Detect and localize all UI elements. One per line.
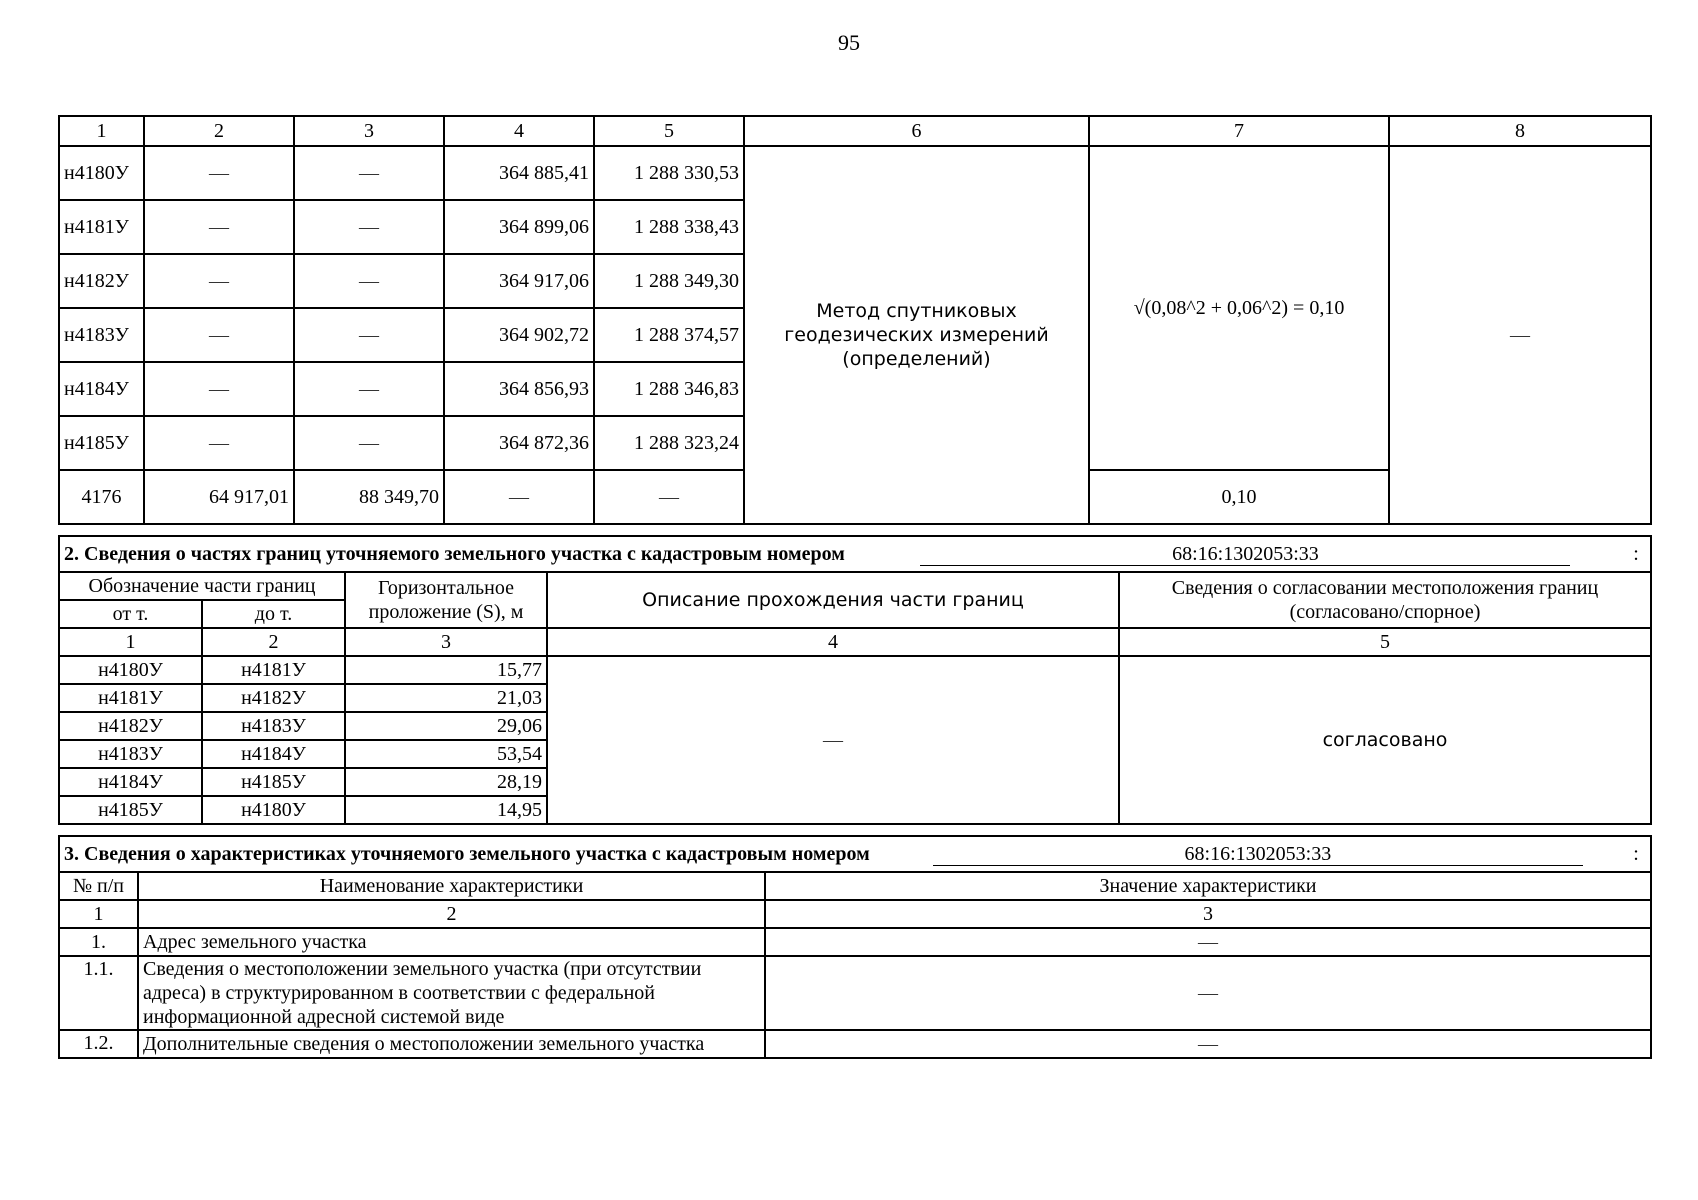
section2-title-row [59, 536, 1651, 572]
old-x: — [144, 254, 294, 308]
new-x: 364 885,41 [444, 146, 594, 200]
col-header: 2 [144, 116, 294, 146]
table-row [59, 956, 1651, 1030]
to-point: н4183У [202, 712, 345, 740]
section3-cadastral-number: 68:16:1302053:33 [933, 843, 1583, 866]
new-x: 364 902,72 [444, 308, 594, 362]
old-y: 88 349,70 [294, 470, 444, 524]
new-y: 1 288 346,83 [594, 362, 744, 416]
table-row [59, 1030, 1651, 1058]
col-number: 1 [59, 900, 138, 928]
section3-header-row [59, 872, 1651, 900]
agreement-cell: согласовано [1119, 656, 1651, 824]
horizontal-distance: 21,03 [345, 684, 547, 712]
col-header: 6 [744, 116, 1089, 146]
col-number: 3 [765, 900, 1651, 928]
characteristic-name: Сведения о местоположении земельного участка (при отсутствии адреса) в структурированном в соответствии с федеральной информационной адресной системой виде [138, 956, 765, 1030]
section3-colon: : [1633, 843, 1639, 865]
old-x: — [144, 416, 294, 470]
horizontal-distance: 29,06 [345, 712, 547, 740]
old-y: — [294, 200, 444, 254]
old-y: — [294, 146, 444, 200]
new-y: 1 288 349,30 [594, 254, 744, 308]
to-header: до т. [202, 600, 345, 628]
horizontal-distance: 15,77 [345, 656, 547, 684]
new-x: 364 917,06 [444, 254, 594, 308]
col-number: 1 [59, 628, 202, 656]
row-number: 1.1. [59, 956, 138, 1030]
to-point: н4185У [202, 768, 345, 796]
from-point: н4182У [59, 712, 202, 740]
characteristics-table [58, 835, 1652, 1059]
col-number: 2 [202, 628, 345, 656]
section2-title: 2. Сведения о частях границ уточняемого земельного участка с кадастровым номером [64, 543, 845, 565]
value-header: Значение характеристики [765, 872, 1651, 900]
row-number: 1. [59, 928, 138, 956]
col-header: 5 [594, 116, 744, 146]
col-number: 5 [1119, 628, 1651, 656]
old-y: — [294, 416, 444, 470]
to-point: н4181У [202, 656, 345, 684]
old-x: — [144, 146, 294, 200]
boundary-parts-table [58, 535, 1652, 825]
col-header: 8 [1389, 116, 1651, 146]
section2-header-row [59, 572, 1651, 600]
from-point: н4185У [59, 796, 202, 824]
characteristic-value: — [765, 1030, 1651, 1058]
points-table [58, 115, 1652, 525]
old-x: — [144, 362, 294, 416]
section2-num-row [59, 628, 1651, 656]
description-cell: — [547, 656, 1119, 824]
characteristic-name: Адрес земельного участка [138, 928, 765, 956]
description-header: Описание прохождения части границ [547, 572, 1119, 628]
to-point: н4182У [202, 684, 345, 712]
point-name: 4176 [59, 470, 144, 524]
from-point: н4184У [59, 768, 202, 796]
new-x: — [444, 470, 594, 524]
new-y: 1 288 330,53 [594, 146, 744, 200]
point-name: н4182У [59, 254, 144, 308]
new-y: 1 288 323,24 [594, 416, 744, 470]
new-x: 364 872,36 [444, 416, 594, 470]
section3-num-row [59, 900, 1651, 928]
point-name: н4183У [59, 308, 144, 362]
point-name: н4184У [59, 362, 144, 416]
col-number: 2 [138, 900, 765, 928]
section3-title: 3. Сведения о характеристиках уточняемого земельного участка с кадастровым номером [64, 843, 870, 865]
new-y: — [594, 470, 744, 524]
row-number: 1.2. [59, 1030, 138, 1058]
from-point: н4181У [59, 684, 202, 712]
horizontal-header: Горизонтальное проложение (S), м [345, 572, 547, 628]
method-cell: Метод спутниковых геодезических измерений (определений) [744, 146, 1089, 524]
old-y: — [294, 254, 444, 308]
col-number: 3 [345, 628, 547, 656]
from-point: н4183У [59, 740, 202, 768]
agreement-header: Сведения о согласовании местоположения границ (согласовано/спорное) [1119, 572, 1651, 628]
old-x: 64 917,01 [144, 470, 294, 524]
col-header: 1 [59, 116, 144, 146]
accuracy-formula: √(0,08^2 + 0,06^2) = 0,10 [1089, 146, 1389, 470]
old-x: — [144, 200, 294, 254]
num-header: № п/п [59, 872, 138, 900]
new-x: 364 856,93 [444, 362, 594, 416]
point-name: н4185У [59, 416, 144, 470]
from-header: от т. [59, 600, 202, 628]
to-point: н4184У [202, 740, 345, 768]
designation-header: Обозначение части границ [59, 572, 345, 600]
horizontal-distance: 14,95 [345, 796, 547, 824]
table-row [59, 656, 1651, 684]
point-name: н4180У [59, 146, 144, 200]
old-x: — [144, 308, 294, 362]
section2-cadastral-number: 68:16:1302053:33 [920, 543, 1570, 566]
col-header: 7 [1089, 116, 1389, 146]
new-x: 364 899,06 [444, 200, 594, 254]
characteristic-name: Дополнительные сведения о местоположении земельного участка [138, 1030, 765, 1058]
old-y: — [294, 362, 444, 416]
point-name: н4181У [59, 200, 144, 254]
characteristic-value: — [765, 928, 1651, 956]
table-row [59, 146, 1651, 200]
horizontal-distance: 28,19 [345, 768, 547, 796]
page-number: 95 [838, 30, 860, 55]
to-point: н4180У [202, 796, 345, 824]
table-row [59, 928, 1651, 956]
section3-title-row [59, 836, 1651, 872]
horizontal-distance: 53,54 [345, 740, 547, 768]
old-y: — [294, 308, 444, 362]
name-header: Наименование характеристики [138, 872, 765, 900]
new-y: 1 288 338,43 [594, 200, 744, 254]
col8-cell: — [1389, 146, 1651, 524]
col-header: 4 [444, 116, 594, 146]
section2-colon: : [1633, 543, 1639, 565]
col-header: 3 [294, 116, 444, 146]
new-y: 1 288 374,57 [594, 308, 744, 362]
points-table-header [59, 116, 1651, 146]
from-point: н4180У [59, 656, 202, 684]
col-number: 4 [547, 628, 1119, 656]
accuracy-last: 0,10 [1089, 470, 1389, 524]
characteristic-value: — [765, 956, 1651, 1030]
